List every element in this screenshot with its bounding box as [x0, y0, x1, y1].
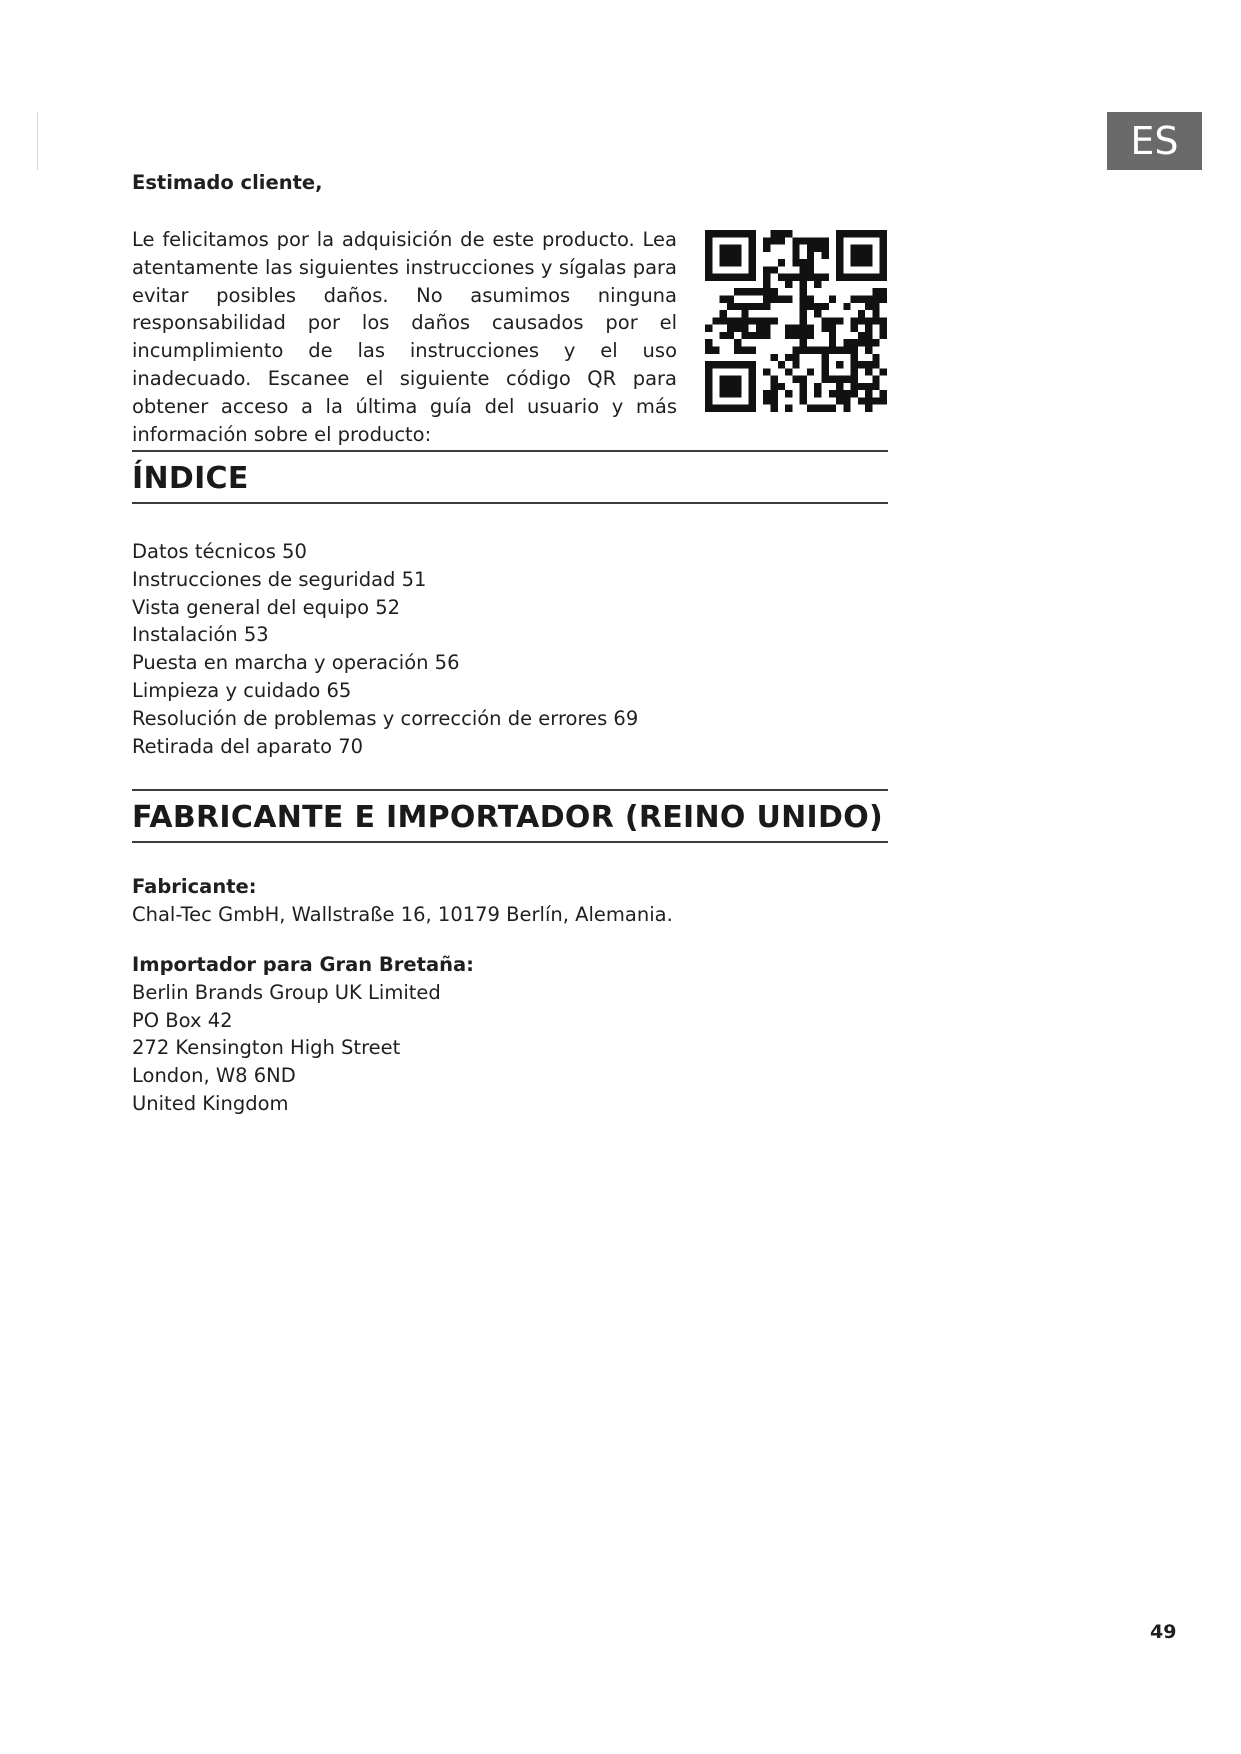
- greeting: Estimado cliente,: [132, 171, 323, 194]
- intro-paragraph: Le felicitamos por la adquisición de este producto. Lea atentamente las siguientes instrucciones y sígalas para evitar posibles daños. No asumimos ninguna responsabilidad por los daños causados por el incumplimiento de las instrucciones y el uso inadecuado. Escanee el siguiente código QR para obtener acceso a la última guía del usuario y más información sobre el producto:: [132, 228, 677, 446]
- manufacturer-block: [132, 873, 673, 929]
- importer-address-line: London, W8 6ND: [132, 1064, 296, 1088]
- index-item: Vista general del equipo 52: [132, 595, 401, 619]
- index-list: [132, 538, 638, 760]
- manufacturer-label: Fabricante:: [132, 875, 257, 898]
- importer-address-line: United Kingdom: [132, 1091, 289, 1115]
- importer-address-line: Berlin Brands Group UK Limited: [132, 980, 441, 1004]
- manufacturer-bottom-rule: [132, 841, 888, 843]
- index-item: Retirada del aparato 70: [132, 734, 364, 758]
- index-item: Instrucciones de seguridad 51: [132, 567, 427, 591]
- importer-label: Importador para Gran Bretaña:: [132, 953, 474, 976]
- manufacturer-address: Chal-Tec GmbH, Wallstraße 16, 10179 Berlín, Alemania.: [132, 902, 673, 926]
- index-item: Instalación 53: [132, 623, 269, 647]
- importer-block: [132, 951, 474, 1118]
- index-item: Datos técnicos 50: [132, 540, 307, 563]
- index-item: Limpieza y cuidado 65: [132, 678, 352, 702]
- importer-address-line: 272 Kensington High Street: [132, 1036, 401, 1060]
- page-number: 49: [1150, 1621, 1177, 1643]
- index-top-rule: [132, 450, 888, 452]
- qr-code-icon: [705, 230, 887, 412]
- index-bottom-rule: [132, 502, 888, 504]
- importer-address-line: PO Box 42: [132, 1008, 233, 1032]
- margin-rule: [37, 112, 38, 170]
- index-item: Puesta en marcha y operación 56: [132, 651, 460, 675]
- index-item: Resolución de problemas y corrección de errores 69: [132, 706, 639, 730]
- index-title: ÍNDICE: [132, 461, 249, 496]
- manufacturer-top-rule: [132, 789, 888, 791]
- manufacturer-section-title: FABRICANTE E IMPORTADOR (REINO UNIDO): [132, 800, 884, 835]
- language-tab: ES: [1107, 112, 1202, 170]
